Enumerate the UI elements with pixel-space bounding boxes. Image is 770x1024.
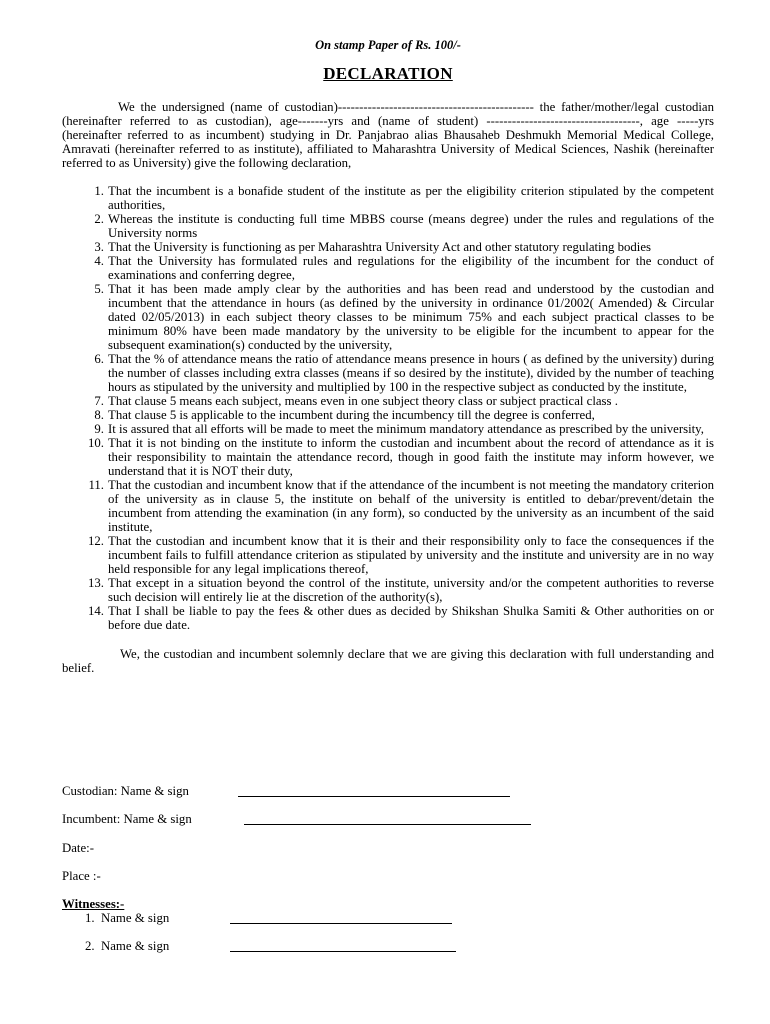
clause-item (62, 604, 714, 632)
clause-number: 6. (94, 352, 104, 366)
clause-number: 11. (88, 478, 104, 492)
clause-number: 13. (88, 576, 104, 590)
clause-number: 1. (94, 184, 104, 198)
clause-item (62, 478, 714, 534)
custodian-sign-label: Custodian: Name & sign (62, 784, 189, 798)
clause-text: That the custodian and incumbent know that it is their and their responsibility only to face the consequences if the incumbent fails to fulfill attendance criterion as stipulated by university and the institute and university are in no way held responsible for any legal implications thereof, (108, 534, 714, 576)
clause-text: That I shall be liable to pay the fees & other dues as decided by Shikshan Shulka Samiti & Other authorities on or before due date. (108, 604, 714, 632)
clause-number: 8. (94, 408, 104, 422)
clause-number: 9. (94, 422, 104, 436)
incumbent-sign-label: Incumbent: Name & sign (62, 812, 192, 826)
witnesses-heading: Witnesses:- (62, 897, 125, 911)
clause-text: That the % of attendance means the ratio of attendance means presence in hours ( as defined by the university) during the number of classes including extra classes (means if so desired by the institute), divided by the number of teaching hours as stipulated by the university and multiplied by 100 in the respective subject as conducted by the institute, (108, 352, 714, 394)
witness-label: Name & sign (101, 939, 170, 953)
date-label: Date:- (62, 841, 94, 855)
clause-number: 7. (94, 394, 104, 408)
clause-text: That clause 5 is applicable to the incumbent during the incumbency till the degree is conferred, (108, 408, 595, 422)
clause-text: That the custodian and incumbent know that if the attendance of the incumbent is not meeting the mandatory criterion of the university as in clause 5, the institute on behalf of the university is entitled to debar/prevent/detain the incumbent from attending the examination (in any form), so conducted by the university as an incumbent of the said institute, (108, 478, 714, 534)
witness-number: 2. (85, 939, 95, 953)
clause-text: It is assured that all efforts will be made to meet the minimum mandatory attendance as prescribed by the university, (108, 422, 704, 436)
clause-item (62, 184, 714, 212)
clause-number: 4. (94, 254, 104, 268)
document-title: DECLARATION (323, 64, 453, 83)
witness-1-row (85, 911, 169, 926)
clause-item (62, 408, 714, 422)
witness-number: 1. (85, 911, 95, 925)
clause-item (62, 212, 714, 240)
clause-text: That the incumbent is a bonafide student of the institute as per the eligibility criterion stipulated by the competent authorities, (108, 184, 714, 212)
clause-item (62, 422, 714, 436)
clause-number: 3. (94, 240, 104, 254)
place-label: Place :- (62, 869, 101, 883)
clause-text: That clause 5 means each subject, means even in one subject theory class or subject practical class . (108, 394, 618, 408)
clause-list (62, 184, 714, 632)
clause-number: 2. (94, 212, 104, 226)
clause-item (62, 534, 714, 576)
clause-item (62, 240, 714, 254)
clause-number: 12. (88, 534, 104, 548)
clause-number: 10. (88, 436, 104, 450)
clause-item (62, 436, 714, 478)
clause-item (62, 254, 714, 282)
declaration-page (62, 32, 714, 675)
clause-number: 14. (88, 604, 104, 618)
clause-text: That it is not binding on the institute to inform the custodian and incumbent about the record of attendance as it is their responsibility to maintain the attendance record, though in good faith the institute may inform however, we understand that it is NOT their duty, (108, 436, 714, 478)
clause-item (62, 352, 714, 394)
closing-paragraph: We, the custodian and incumbent solemnly declare that we are giving this declaration with full understanding and belief. (62, 647, 714, 675)
witness-2-sign-field[interactable] (230, 951, 456, 952)
clause-text: That the University is functioning as per Maharashtra University Act and other statutory regulating bodies (108, 240, 652, 254)
clause-text: That except in a situation beyond the control of the institute, university and/or the competent authorities to reverse such decision will entirely lie at the discretion of the authority(s), (108, 576, 714, 604)
clause-text: That it has been made amply clear by the authorities and has been read and understood by the custodian and incumbent that the attendance in hours (as defined by the university in ordinance 01/2002( Amended) & Circular dated 02/05/2013) in each subject theory classes to be minimum 75% and each subject practical classes to be minimum 80% have been made mandatory by the university to be eligible for the incumbent to appear for the subsequent examination(s) conducted by the university, (108, 282, 714, 352)
intro-paragraph: We the undersigned (name of custodian)---------------------------------------------- the father/mother/legal custodian (hereinafter referred to as custodian), age-------yrs and (name of student) ------------------------------------, age -----yrs (hereinafter referred to as incumbent) studying in Dr. Panjabrao alias Bhausaheb Deshmukh Memorial Medical College, Amravati (hereinafter referred to as institute), affiliated to Maharashtra University of Medical Sciences, Nashik (hereinafter referred to as University) give the following declaration, (62, 100, 714, 170)
witness-1-sign-field[interactable] (230, 923, 452, 924)
custodian-sign-field[interactable] (238, 796, 510, 797)
clause-item (62, 576, 714, 604)
witness-2-row (85, 939, 169, 954)
incumbent-sign-field[interactable] (244, 824, 531, 825)
stamp-paper-note: On stamp Paper of Rs. 100/- (315, 38, 461, 52)
witness-label: Name & sign (101, 911, 170, 925)
clause-text: That the University has formulated rules and regulations for the eligibility of the incumbent for the conduct of examinations and conferring degree, (108, 254, 714, 282)
clause-item (62, 282, 714, 352)
clause-text: Whereas the institute is conducting full time MBBS course (means degree) under the rules and regulations of the University norms (108, 212, 714, 240)
clause-number: 5. (94, 282, 104, 296)
clause-item (62, 394, 714, 408)
